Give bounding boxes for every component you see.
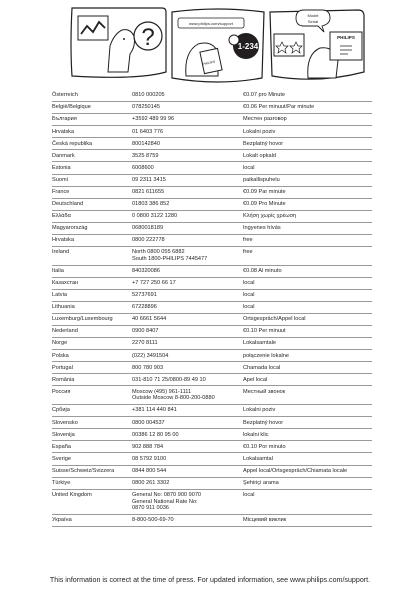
- country-cell: Ireland: [52, 249, 70, 256]
- country-cell: Deutschland: [52, 201, 84, 207]
- table-row: [52, 235, 372, 247]
- rate-cell: Місцевий виклик: [243, 517, 287, 524]
- country-cell: België/Belgique: [52, 104, 91, 111]
- country-cell: Slovenija: [52, 431, 75, 438]
- phone-number: 840320086: [132, 267, 160, 274]
- country-cell: Україна: [52, 517, 72, 524]
- support-website-panel: [172, 9, 264, 82]
- footer-note: This information is correct at the time of press. For updated information, see www.philips.com/support.: [49, 576, 371, 584]
- phone-cell: [132, 365, 243, 372]
- table-row: [52, 223, 372, 235]
- table-row: [52, 374, 372, 386]
- phone-number: 2270 8111: [132, 340, 158, 347]
- rate-cell: Şehiriçi arama: [243, 479, 279, 486]
- phone-number: 0844 800 544: [132, 467, 167, 474]
- rate-cell: free: [243, 237, 253, 244]
- rate-cell: Ortsgespräch/Appel local: [243, 316, 306, 323]
- phone-cell: [132, 268, 243, 275]
- rate-cell: Ingyenes hívás: [243, 225, 281, 232]
- table-row: [52, 199, 372, 211]
- model-bubble-text: Model: [307, 13, 319, 18]
- phone-number: 8-800-500-69-70: [132, 517, 174, 524]
- phone-number: 09 2311 3415: [132, 176, 166, 183]
- rate-cell: Местный звонок: [243, 388, 286, 395]
- product-label-panel: [270, 10, 364, 79]
- country-cell: Казахстан: [52, 280, 79, 287]
- rate-cell: local: [243, 280, 255, 287]
- rate-cell: Chamada local: [243, 364, 281, 371]
- phone-cell: [132, 189, 243, 196]
- support-url-text: www.philips.com/support: [188, 21, 234, 26]
- table-row: [52, 338, 372, 350]
- table-row: [52, 302, 372, 314]
- phone-number: 0821 611655: [132, 188, 165, 195]
- phone-number: 902 888 784: [132, 443, 164, 450]
- table-row: [52, 466, 372, 478]
- phone-number: General No: 0870 900 9070: [132, 491, 202, 498]
- country-cell: Hrvatska: [52, 237, 75, 244]
- phone-cell: [132, 444, 243, 451]
- rate-cell: Lokalsamtale: [243, 340, 276, 347]
- phone-cell: [132, 116, 243, 123]
- rate-cell: Lokalt opkald: [243, 152, 276, 159]
- table-row: [52, 266, 372, 278]
- rate-cell: free: [243, 249, 253, 256]
- phone-number: 0 0800 3122 1280: [132, 213, 178, 220]
- phone-cell: [132, 304, 243, 311]
- support-phone-table: [52, 90, 372, 527]
- phone-number: +3592 489 99 96: [132, 116, 175, 123]
- table-row: [52, 247, 372, 266]
- phone-cell: [132, 201, 243, 208]
- rate-cell: €0.08 Al minuto: [243, 267, 282, 274]
- device-brand-text: PHILIPS: [202, 59, 216, 67]
- table-row: [52, 290, 372, 302]
- table-row: [52, 278, 372, 290]
- country-cell: Česká republika: [52, 140, 93, 147]
- table-row: [52, 417, 372, 429]
- phone-number: 0800 261 3302: [132, 479, 170, 486]
- phone-number: 0870 911 0036: [132, 505, 169, 512]
- table-row: [52, 326, 372, 338]
- country-cell: Sverige: [52, 455, 71, 462]
- phone-number: 6008600: [132, 164, 154, 171]
- phone-cell: [132, 328, 243, 335]
- rate-cell: €0.09 Pro Minute: [243, 201, 286, 207]
- rate-cell: €0.10 Por minuto: [243, 443, 286, 450]
- rate-cell: Bezplatný hovor: [243, 419, 284, 426]
- country-cell: Latvia: [52, 292, 67, 299]
- rate-cell: €0.07 pro Minute: [243, 92, 285, 99]
- country-cell: Ελλάδα: [52, 213, 71, 220]
- country-cell: Portugal: [52, 364, 73, 371]
- serial-bubble-text: Serial: [307, 19, 319, 24]
- phone-number: 0810 000205: [132, 92, 165, 99]
- country-cell: Italia: [52, 267, 64, 274]
- phone-number: South 1800-PHILIPS 7445477: [132, 255, 208, 262]
- country-cell: Estonia: [52, 164, 71, 171]
- country-cell: Lithuania: [52, 304, 75, 311]
- question-mark-icon: ?: [141, 24, 155, 51]
- phone-cell: [132, 177, 243, 184]
- table-row: [52, 175, 372, 187]
- phone-number: 08 5792 9100: [132, 455, 167, 462]
- rate-cell: €0.06 Per minuut/Par minute: [243, 104, 315, 111]
- phone-cell: [132, 213, 243, 220]
- support-illustration: [68, 6, 368, 90]
- phone-number: 800 780 903: [132, 364, 164, 371]
- phone-number: (022) 3491504: [132, 352, 169, 359]
- phone-number: 0900 8407: [132, 328, 159, 335]
- phone-number: +381 114 440 841: [132, 407, 177, 414]
- rate-cell: Lokalsamtal: [243, 455, 273, 462]
- rate-cell: €0.09 Par minute: [243, 188, 286, 195]
- phone-cell: [132, 280, 243, 287]
- table-row: [52, 350, 372, 362]
- rate-cell: Bezplatný hovor: [243, 140, 284, 147]
- country-cell: España: [52, 443, 71, 450]
- table-row: [52, 138, 372, 150]
- country-cell: France: [52, 188, 70, 195]
- phone-cell: [132, 517, 243, 524]
- phone-number: 01 6403 776: [132, 128, 164, 135]
- phone-number: 52737691: [132, 292, 157, 299]
- phone-cell: [132, 480, 243, 487]
- country-cell: Österreich: [52, 92, 78, 99]
- table-row: [52, 453, 372, 465]
- phone-cell: [132, 377, 243, 384]
- rate-cell: Apel local: [243, 376, 268, 383]
- phone-cell: [132, 153, 243, 160]
- phone-cell: [132, 456, 243, 463]
- phone-number: +7 727 250 66 17: [132, 280, 176, 287]
- rate-cell: Lokalni poziv: [243, 407, 276, 414]
- phone-cell: [132, 389, 243, 402]
- country-cell: Magyarország: [52, 225, 88, 232]
- rate-cell: Appel local/Ortsgespräch/Chiamata locale: [243, 467, 348, 474]
- phone-number: 40 6661 5644: [132, 316, 167, 323]
- table-row: [52, 490, 372, 515]
- phone-cell: [132, 165, 243, 172]
- phone-number: 01803 386 852: [132, 201, 170, 207]
- phone-number: 00386 12 80 95 00: [132, 431, 179, 438]
- phone-cell: [132, 407, 243, 414]
- country-cell: Suisse/Schweiz/Svizzera: [52, 467, 115, 474]
- table-row: [52, 314, 372, 326]
- country-cell: Hrvatska: [52, 128, 75, 135]
- phone-number: 078250145: [132, 104, 160, 111]
- phone-badge-text: 1-234: [237, 42, 259, 51]
- rate-cell: lokalni klic: [243, 431, 269, 438]
- rate-cell: Κλήση χωρίς χρέωση: [243, 213, 297, 220]
- phone-cell: [132, 104, 243, 111]
- table-row: [52, 386, 372, 405]
- phone-number: General National Rate No:: [132, 498, 198, 505]
- country-cell: Polska: [52, 352, 69, 359]
- phone-number: 031-810 71 25/0800-89 49 10: [132, 376, 206, 383]
- table-row: [52, 114, 372, 126]
- rate-cell: Местен разговор: [243, 116, 287, 123]
- table-row: [52, 405, 372, 417]
- rate-cell: €0.10 Per minuut: [243, 328, 286, 335]
- phone-number: 0800 222778: [132, 237, 165, 244]
- phone-cell: [132, 141, 243, 148]
- phone-cell: [132, 249, 243, 262]
- country-cell: Danmark: [52, 152, 75, 159]
- phone-cell: [132, 492, 243, 512]
- country-cell: Nederland: [52, 328, 78, 335]
- rate-cell: Lokalni poziv: [243, 128, 276, 135]
- country-cell: Luxemburg/Luxembourg: [52, 316, 113, 323]
- country-cell: România: [52, 376, 75, 383]
- phone-number: 0680018189: [132, 225, 164, 232]
- rate-cell: połączenie lokalne: [243, 352, 290, 359]
- table-row: [52, 90, 372, 102]
- country-cell: United Kingdom: [52, 491, 92, 498]
- rate-cell: paikallispuhelu: [243, 176, 280, 183]
- phone-number: 3525 8759: [132, 152, 159, 159]
- phone-cell: [132, 225, 243, 232]
- table-row: [52, 126, 372, 138]
- table-row: [52, 150, 372, 162]
- rate-cell: local: [243, 491, 255, 498]
- phone-cell: [132, 292, 243, 299]
- table-row: [52, 478, 372, 490]
- table-row: [52, 515, 372, 527]
- table-row: [52, 187, 372, 199]
- country-cell: Suomi: [52, 176, 68, 183]
- phone-number: Outside Moscow 8-800-200-0880: [132, 395, 215, 402]
- phone-cell: [132, 92, 243, 99]
- rate-cell: local: [243, 292, 255, 299]
- phone-cell: [132, 468, 243, 475]
- country-cell: Slovensko: [52, 419, 78, 426]
- phone-number: Moscow (495) 961-1111: [132, 388, 192, 395]
- country-cell: Россия: [52, 388, 71, 395]
- phone-cell: [132, 340, 243, 347]
- rate-cell: local: [243, 304, 255, 311]
- table-row: [52, 429, 372, 441]
- table-row: [52, 102, 372, 114]
- phone-cell: [132, 353, 243, 360]
- rate-cell: local: [243, 164, 255, 171]
- table-row: [52, 211, 372, 223]
- phone-number: 67228896: [132, 304, 157, 311]
- table-row: [52, 162, 372, 174]
- phone-cell: [132, 237, 243, 244]
- phone-cell: [132, 129, 243, 136]
- country-cell: Србија: [52, 407, 70, 414]
- phone-number: 800142840: [132, 140, 160, 147]
- phone-number: North 0800 055 6882: [132, 249, 185, 256]
- country-cell: Türkiye: [52, 479, 71, 486]
- country-cell: Norge: [52, 340, 68, 347]
- phone-number: 0800 004537: [132, 419, 165, 426]
- table-row: [52, 441, 372, 453]
- phone-cell: [132, 316, 243, 323]
- philips-logo-text: PHILIPS: [337, 35, 355, 40]
- phone-cell: [132, 420, 243, 427]
- table-row: [52, 362, 372, 374]
- confused-user-panel: [71, 8, 166, 77]
- phone-cell: [132, 432, 243, 439]
- country-cell: България: [52, 116, 77, 123]
